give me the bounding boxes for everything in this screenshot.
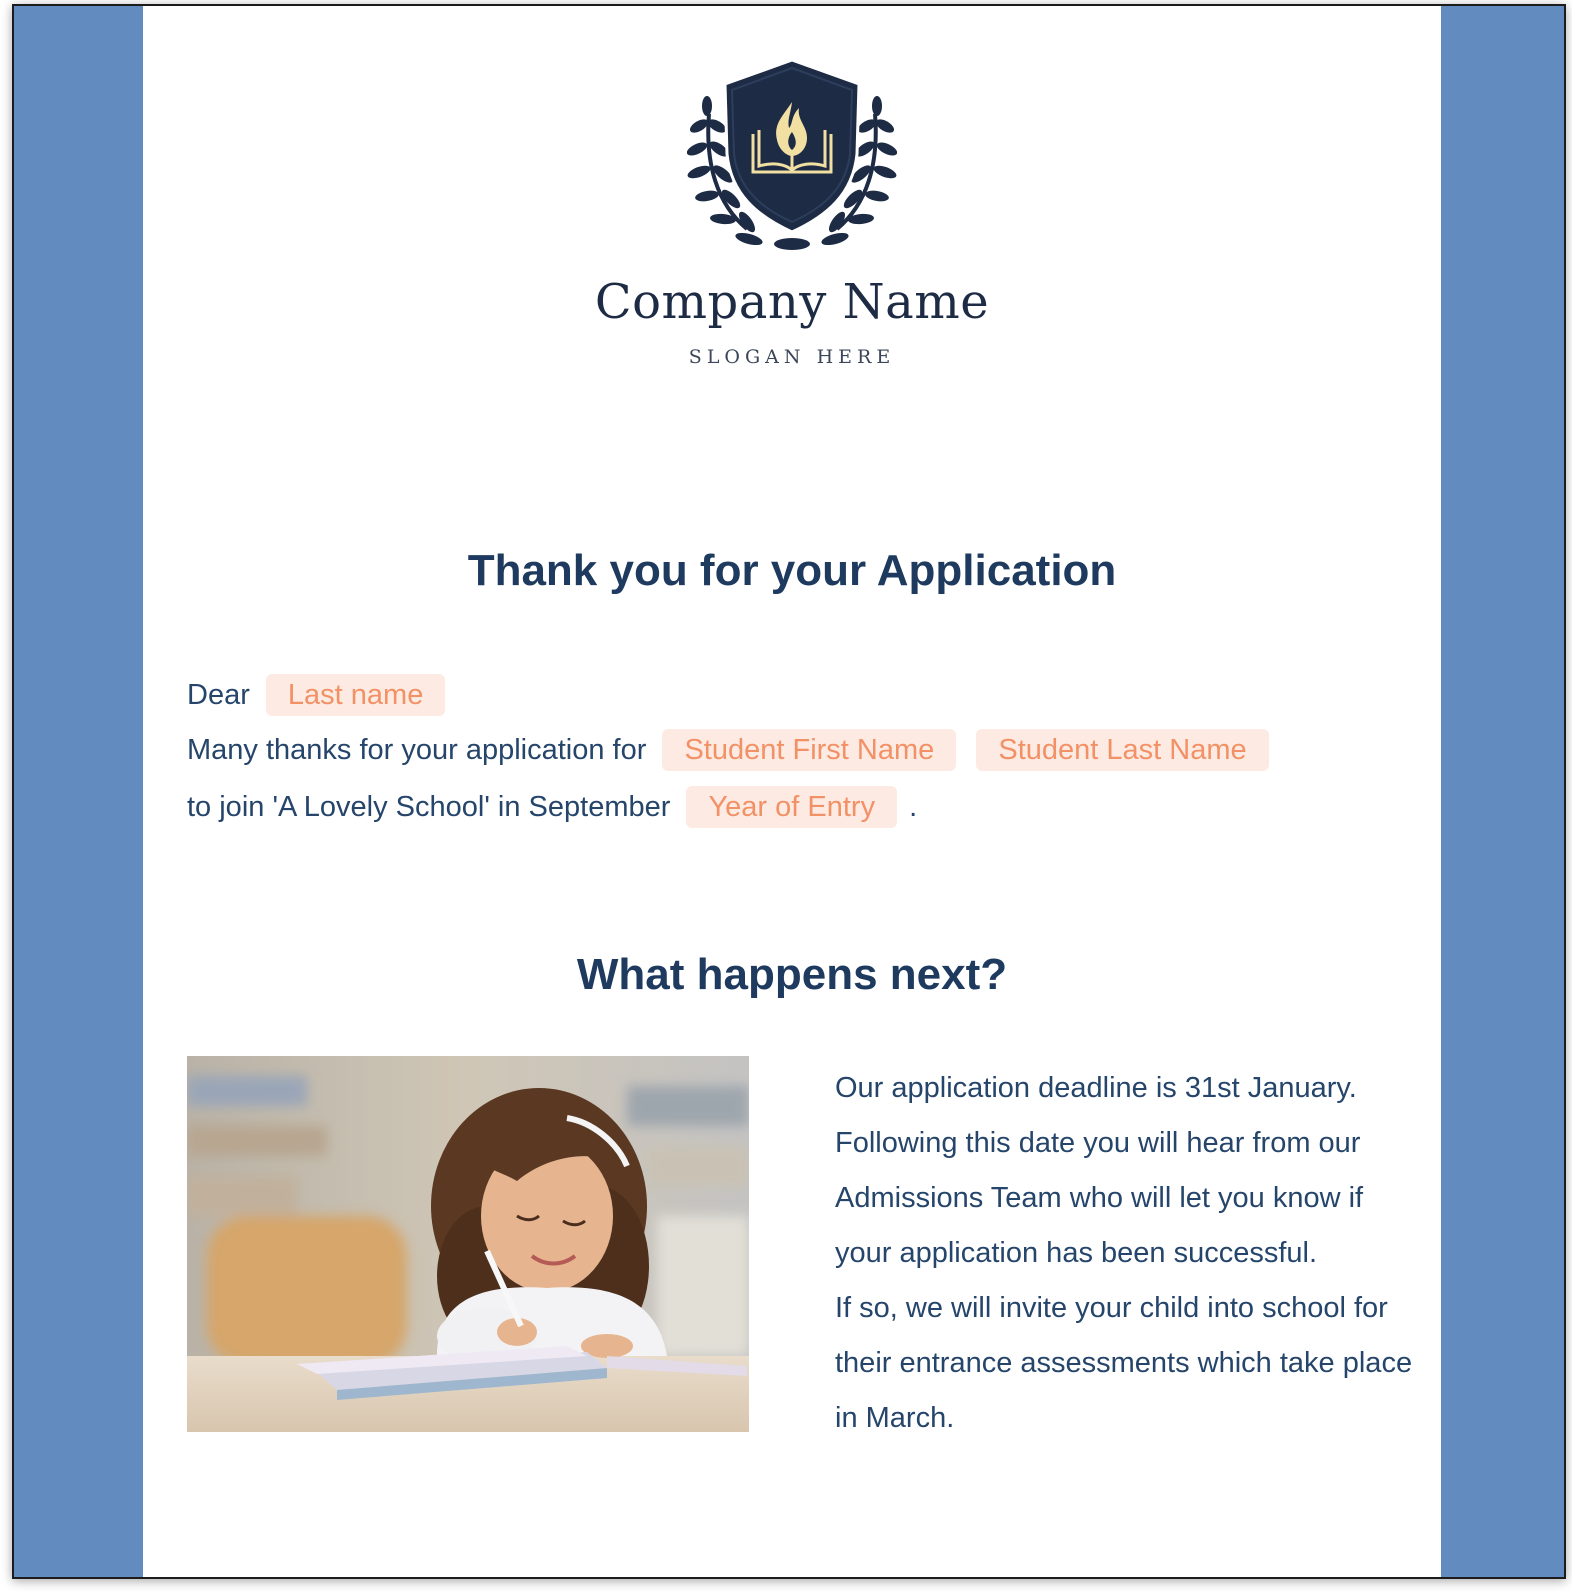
school-text: to join 'A Lovely School' in September (187, 791, 671, 823)
deadline-paragraph: Our application deadline is 31st January. Following this date you will hear from our Admissions Team who will let you know if your application has been successful. (835, 1072, 1364, 1269)
next-steps-text (835, 1061, 1415, 1446)
next-steps-heading: What happens next? (576, 950, 1008, 999)
email-frame (12, 4, 1566, 1579)
personalization-token-student-last-name[interactable]: Student Last Name (976, 729, 1268, 771)
assessment-paragraph: If so, we will invite your child into school for their entrance assessments which take place in March. (835, 1292, 1413, 1434)
slogan: SLOGAN HERE (688, 346, 896, 368)
shield-crest-icon (687, 54, 897, 254)
personalization-token-last-name[interactable]: Last name (266, 674, 445, 716)
student-writing-image (187, 1056, 749, 1432)
period-text: . (909, 791, 918, 823)
greeting-text: Dear (187, 679, 250, 711)
personalization-token-year-of-entry[interactable]: Year of Entry (686, 786, 897, 828)
student-photo (187, 1056, 749, 1432)
email-title: Thank you for your Application (467, 546, 1117, 595)
logo (143, 54, 1441, 259)
application-line (187, 729, 1273, 771)
email-body (143, 6, 1441, 1577)
greeting-line (187, 674, 449, 716)
application-text: Many thanks for your application for (187, 734, 647, 766)
school-line (187, 786, 917, 828)
personalization-token-student-first-name[interactable]: Student First Name (662, 729, 956, 771)
company-name: Company Name (594, 274, 990, 330)
